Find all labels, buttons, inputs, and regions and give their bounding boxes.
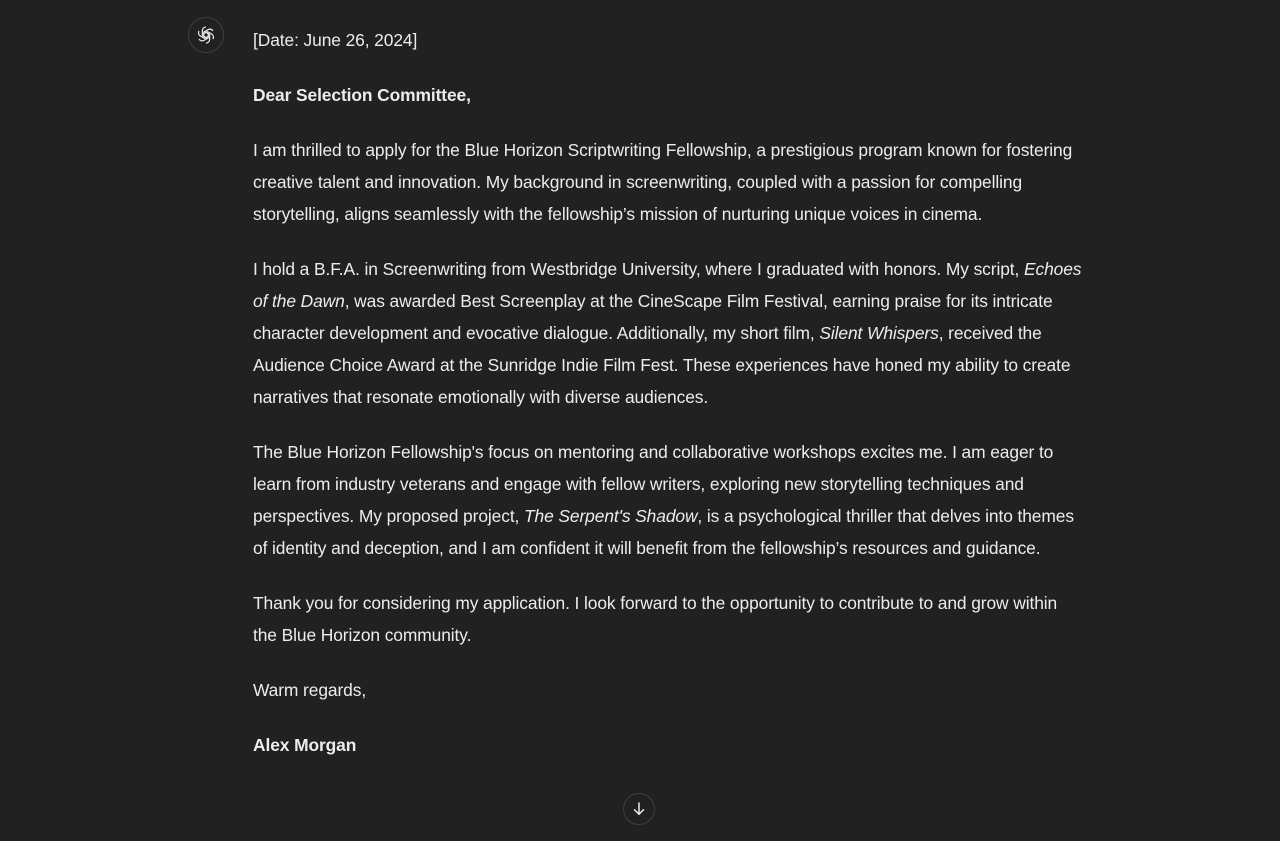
paragraph-2-text-b: , was awarded Best Screenplay at the CineScape Film Festival, earning praise for its intricate character development and evocative dialogue. Additionally, my short film, [253, 291, 1053, 343]
film-title-silent-whispers: Silent Whispers [819, 323, 939, 343]
letter-paragraph-2 [253, 253, 1083, 413]
arrow-down-icon [630, 800, 648, 818]
letter-salutation: Dear Selection Committee, [253, 85, 471, 105]
script-title-echoes: Echoes of the Dawn [253, 259, 1082, 311]
letter-closing: Warm regards, [253, 680, 367, 700]
openai-logo-icon [195, 24, 217, 46]
letter-paragraph-3 [253, 436, 1083, 564]
scroll-to-bottom-button[interactable] [623, 793, 655, 825]
letter-date: [Date: June 26, 2024] [253, 30, 418, 50]
paragraph-3-text-a: The Blue Horizon Fellowship's focus on mentoring and collaborative workshops excites me. I am eager to learn from industry veterans and engage with fellow writers, exploring new storytelling techniques and perspectives. My proposed project, [253, 442, 1054, 526]
paragraph-3-text-b: , is a psychological thriller that delves into themes of identity and deception, and I am confident it will benefit from the fellowship’s resources and guidance. [253, 506, 1074, 558]
letter-signature: Alex Morgan [253, 735, 357, 755]
project-title-serpents-shadow: The Serpent's Shadow [524, 506, 698, 526]
paragraph-2-text-c: , received the Audience Choice Award at the Sunridge Indie Film Fest. These experiences have honed my ability to create narratives that resonate emotionally with diverse audiences. [253, 323, 1071, 407]
letter-paragraph-1: I am thrilled to apply for the Blue Horizon Scriptwriting Fellowship, a prestigious program known for fostering creative talent and innovation. My background in screenwriting, coupled with a passion for compelling storytelling, aligns seamlessly with the fellowship’s mission of nurturing unique voices in cinema. [253, 140, 1073, 224]
paragraph-2-text-a: I hold a B.F.A. in Screenwriting from Westbridge University, where I graduated with honors. My script, [253, 259, 1024, 279]
assistant-message [253, 24, 1083, 761]
assistant-avatar [188, 17, 224, 53]
letter-paragraph-4: Thank you for considering my application. I look forward to the opportunity to contribute to and grow within the Blue Horizon community. [253, 593, 1058, 645]
